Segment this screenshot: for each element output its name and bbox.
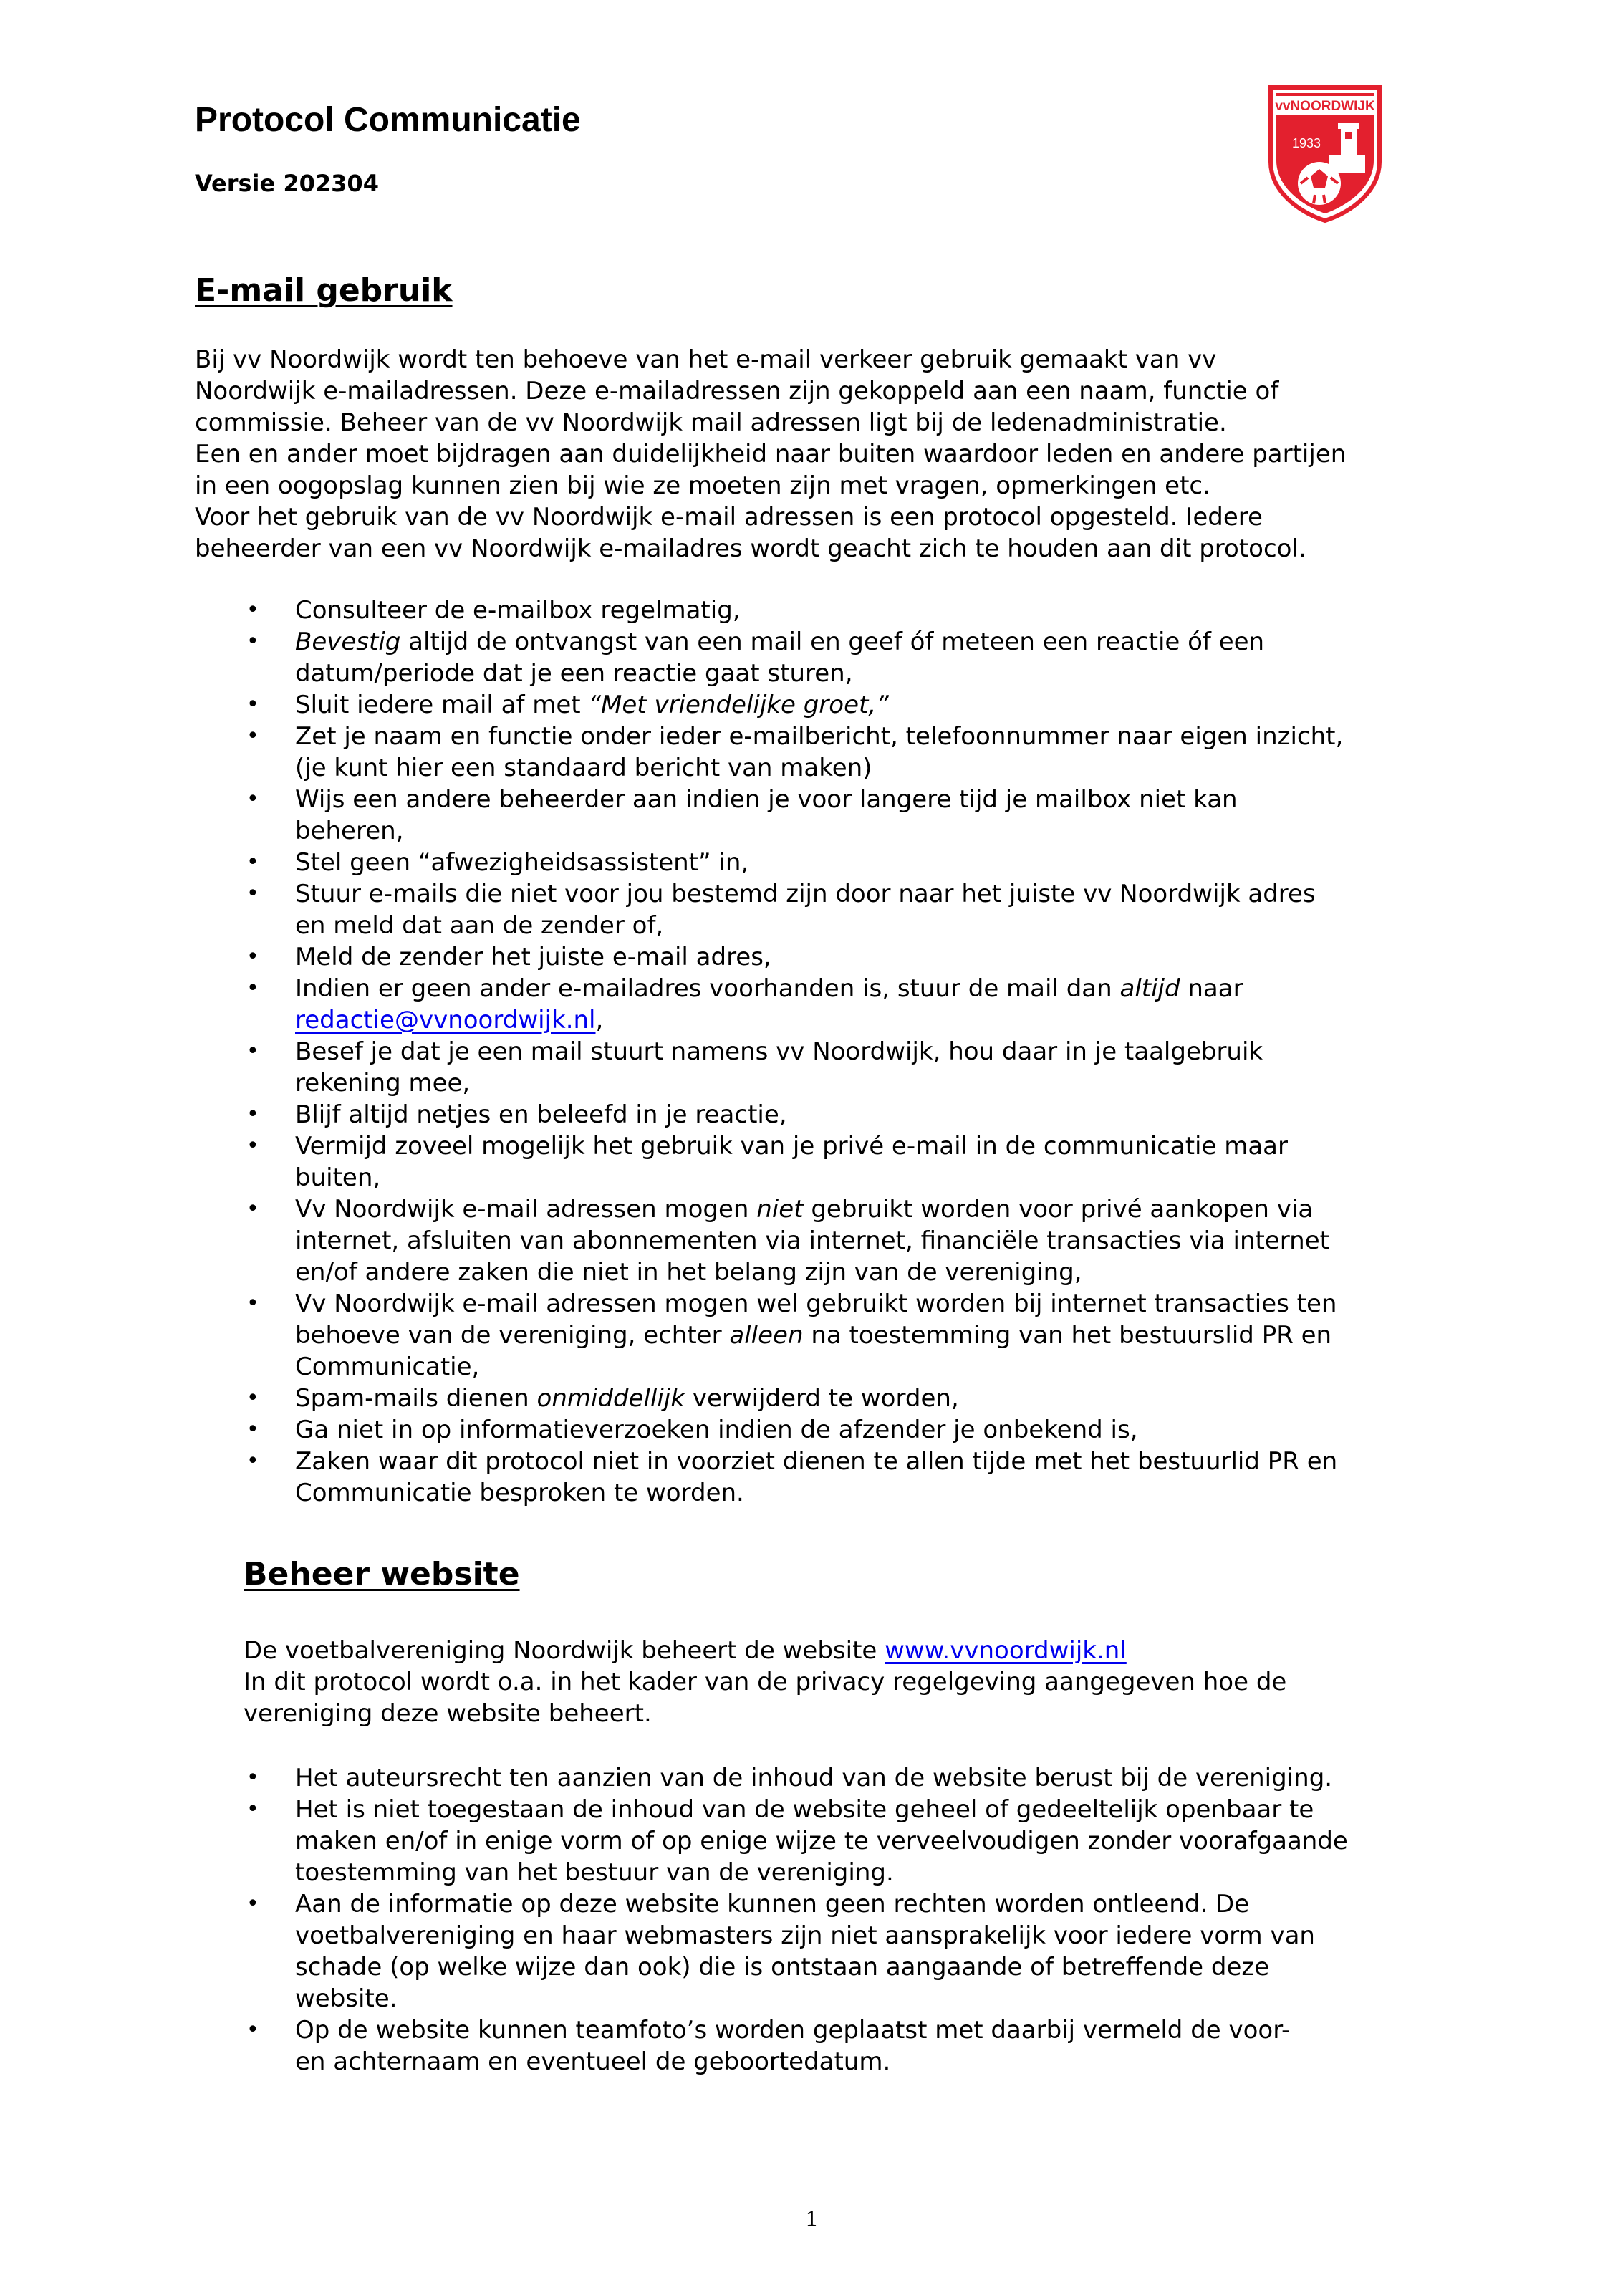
page-number: 1 bbox=[806, 2205, 817, 2231]
logo-brand-text: vvNOORDWIJK bbox=[1275, 99, 1375, 114]
list-item: • Consulteer de e-mailbox regelmatig, bbox=[244, 595, 1490, 626]
list-item: • Spam-mails dienen onmiddellijk verwijderd te worden, bbox=[244, 1383, 1490, 1414]
list-item: • Bevestig altijd de ontvangst van een mail en geef óf meteen een reactie óf een datum/periode dat je een reactie gaat sturen, bbox=[244, 626, 1490, 689]
email-rules-list bbox=[244, 595, 1490, 1509]
list-item: • Sluit iedere mail af met “Met vriendelijke groet,” bbox=[244, 689, 1490, 721]
list-item: • Op de website kunnen teamfoto’s worden geplaatst met daarbij vermeld de voor- en achternaam en eventueel de geboortedatum. bbox=[244, 2014, 1490, 2078]
logo-year: 1933 bbox=[1291, 136, 1321, 150]
website-section-heading: Beheer website bbox=[244, 1556, 520, 1593]
list-item: • Zaken waar dit protocol niet in voorziet dienen te allen tijde met het bestuurlid PR en Communicatie besproken te worden. bbox=[244, 1446, 1490, 1509]
list-item: • Vv Noordwijk e-mail adressen mogen wel gebruikt worden bij internet transacties ten behoeve van de vereniging, echter alleen na toestemming van het bestuurslid PR en Communicatie, bbox=[244, 1288, 1490, 1383]
list-item: • Het auteursrecht ten aanzien van de inhoud van de website berust bij de vereniging. bbox=[244, 1762, 1490, 1794]
club-crest-logo bbox=[1266, 83, 1384, 224]
list-item: • Indien er geen ander e-mailadres voorhanden is, stuur de mail dan altijd naar redactie@vvnoordwijk.nl, bbox=[244, 973, 1490, 1036]
list-item: • Het is niet toegestaan de inhoud van de website geheel of gedeeltelijk openbaar te maken en/of in enige vorm of op enige wijze te verveelvoudigen zonder voorafgaande toestemming van het bestuur van de vereniging. bbox=[244, 1794, 1490, 1888]
list-item: • Blijf altijd netjes en beleefd in je reactie, bbox=[244, 1099, 1490, 1130]
website-rules-list bbox=[244, 1762, 1490, 2078]
website-intro-paragraph: De voetbalvereniging Noordwijk beheert de website www.vvnoordwijk.nl In dit protocol wordt o.a. in het kader van de privacy regelgeving aangegeven hoe de vereniging deze website beheert. bbox=[244, 1636, 1287, 1728]
website-link[interactable]: www.vvnoordwijk.nl bbox=[885, 1636, 1127, 1665]
list-item: • Meld de zender het juiste e-mail adres, bbox=[244, 941, 1490, 973]
list-item: • Stel geen “afwezigheidsassistent” in, bbox=[244, 847, 1490, 878]
list-item: • Stuur e-mails die niet voor jou bestemd zijn door naar het juiste vv Noordwijk adres en meld dat aan de zender of, bbox=[244, 878, 1490, 941]
list-item: • Zet je naam en functie onder ieder e-mailbericht, telefoonnummer naar eigen inzicht, (je kunt hier een standaard bericht van maken) bbox=[244, 721, 1490, 784]
list-item: • Wijs een andere beheerder aan indien je voor langere tijd je mailbox niet kan beheren, bbox=[244, 784, 1490, 847]
list-item: • Vermijd zoveel mogelijk het gebruik van je privé e-mail in de communicatie maar buiten, bbox=[244, 1130, 1490, 1193]
list-item: • Besef je dat je een mail stuurt namens vv Noordwijk, hou daar in je taalgebruik rekening mee, bbox=[244, 1036, 1490, 1099]
version-label: Versie 202304 bbox=[195, 170, 379, 197]
list-item: • Aan de informatie op deze website kunnen geen rechten worden ontleend. De voetbalvereniging en haar webmasters zijn niet aansprakelijk voor iedere vorm van schade (op welke wijze dan ook) die is ontstaan aangaande of betreffende deze website. bbox=[244, 1888, 1490, 2014]
email-intro-paragraph: Bij vv Noordwijk wordt ten behoeve van het e-mail verkeer gebruik gemaakt van vv Noordwijk e-mailadressen. Deze e-mailadressen zijn gekoppeld aan een naam, functie of commissie. Beheer van de vv Noordwijk mail adressen ligt bij de ledenadministratie. Een en ander moet bijdragen aan duidelijkheid naar buiten waardoor leden en andere partijen in een oogopslag kunnen zien bij wie ze moeten zijn met vragen, opmerkingen etc. Voor het gebruik van de vv Noordwijk e-mail adressen is een protocol opgesteld. Iedere beheerder van een vv Noordwijk e-mailadres wordt geacht zich te houden aan dit protocol. bbox=[195, 345, 1347, 563]
redactie-email-link[interactable]: redactie@vvnoordwijk.nl bbox=[295, 1006, 596, 1034]
email-section-heading: E-mail gebruik bbox=[195, 272, 453, 309]
list-item: • Ga niet in op informatieverzoeken indien de afzender je onbekend is, bbox=[244, 1414, 1490, 1446]
list-item: • Vv Noordwijk e-mail adressen mogen niet gebruikt worden voor privé aankopen via internet, afsluiten van abonnementen via internet, financiële transacties via internet en/of andere zaken die niet in het belang zijn van de vereniging, bbox=[244, 1193, 1490, 1288]
page-title: Protocol Communicatie bbox=[195, 101, 581, 139]
